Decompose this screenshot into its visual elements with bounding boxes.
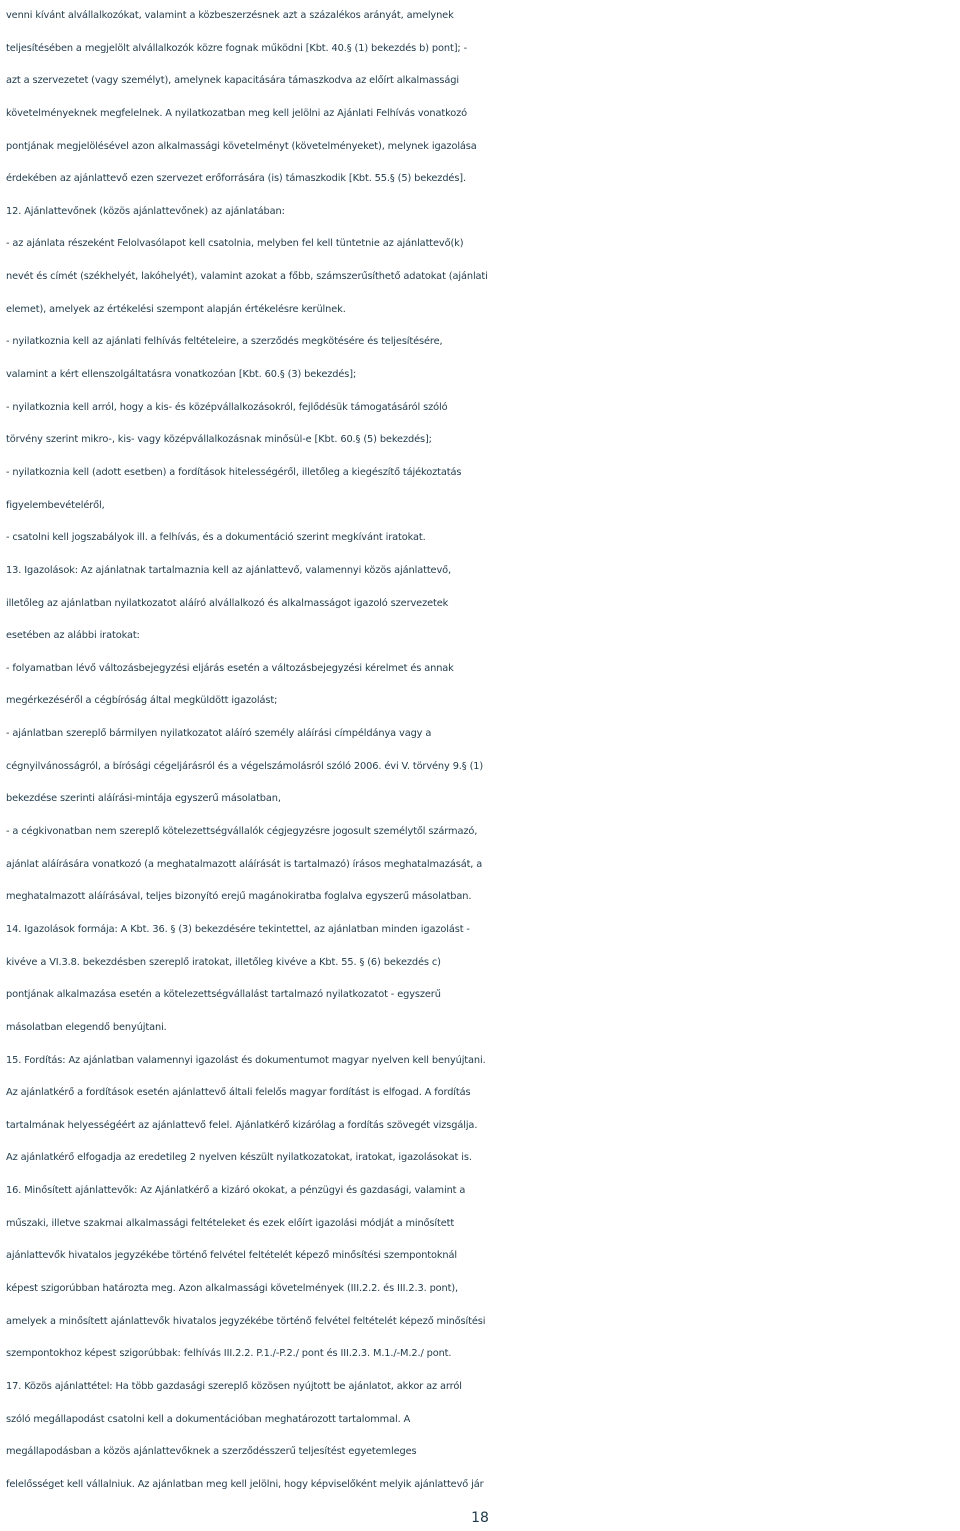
text-line: - az ajánlata részeként Felolvasólapot kell csatolnia, melyben fel kell tüntetnie az ajánlattevő(k) — [6, 238, 464, 250]
text-line: követelményeknek megfelelnek. A nyilatkozatban meg kell jelölni az Ajánlati Felhívás vonatkozó — [6, 107, 468, 119]
text-line: felelősséget kell vállalniuk. Az ajánlatban meg kell jelölni, hogy képviselőként melyik ajánlattevő jár — [6, 1478, 484, 1490]
text-line: pontjának alkalmazása esetén a kötelezettségvállalást tartalmazó nyilatkozatot - egyszerű — [6, 989, 441, 1001]
text-line: bekezdése szerinti aláírási-mintája egyszerű másolatban, — [6, 793, 281, 805]
text-line: - nyilatkoznia kell arról, hogy a kis- és középvállalkozásokról, fejlődésük támogatásáról szóló — [6, 401, 448, 413]
text-line: műszaki, illetve szakmai alkalmassági feltételeket és ezek előírt igazolási módját a minősített — [6, 1217, 455, 1229]
section-14-heading: 14. Igazolások formája: A Kbt. 36. § (3) bekezdésére tekintettel, az ajánlatban minden igazolást - — [6, 923, 470, 935]
text-line: illetőleg az ajánlatban nyilatkozatot aláíró alvállalkozó és alkalmasságot igazoló szervezetek — [6, 597, 449, 609]
text-line: venni kívánt alvállalkozókat, valamint a közbeszerzésnek azt a százalékos arányát, amelynek — [6, 10, 454, 21]
text-line: amelyek a minősített ajánlattevők hivatalos jegyzékébe történő felvétel feltételét képező minősítési — [6, 1315, 486, 1327]
text-line: szóló megállapodást csatolni kell a dokumentációban meghatározott tartalommal. A — [6, 1413, 411, 1425]
text-line: Az ajánlatkérő elfogadja az eredetileg 2 nyelven készült nyilatkozatokat, iratokat, igazolásokat is. — [6, 1152, 472, 1164]
text-line: meghatalmazott aláírásával, teljes bizonyító erejű magánokiratba foglalva egyszerű másolatban. — [6, 891, 472, 903]
section-12-heading: 12. Ajánlattevőnek (közös ajánlattevőnek) az ajánlatában: — [6, 205, 285, 217]
text-line: - folyamatban lévő változásbejegyzési eljárás esetén a változásbejegyzési kérelmet és annak — [6, 662, 454, 674]
text-line: megállapodásban a közös ajánlattevőknek a szerződésszerű teljesítést egyetemleges — [6, 1446, 417, 1458]
text-line: - ajánlatban szereplő bármilyen nyilatkozatot aláíró személy aláírási címpéldánya vagy a — [6, 728, 432, 740]
section-13-heading: 13. Igazolások: Az ajánlatnak tartalmaznia kell az ajánlattevő, valamennyi közös ajánlattevő, — [6, 564, 451, 576]
section-15-heading: 15. Fordítás: Az ajánlatban valamennyi igazolást és dokumentumot magyar nyelven kell benyújtani. — [6, 1054, 486, 1066]
text-line: - a cégkivonatban nem szereplő kötelezettségvállalók cégjegyzésre jogosult személytől származó, — [6, 826, 478, 838]
text-line: - nyilatkoznia kell (adott esetben) a fordítások hitelességéről, illetőleg a kiegészítő tájékoztatás — [6, 466, 462, 478]
text-line: ajánlattevők hivatalos jegyzékébe történő felvétel feltételét képező minősítési szempontoknál — [6, 1250, 458, 1262]
text-line: teljesítésében a megjelölt alvállalkozók közre fognak működni [Kbt. 40.§ (1) bekezdés b) pont]; - — [6, 42, 468, 54]
text-line: - csatolni kell jogszabályok ill. a felhívás, és a dokumentáció szerint megkívánt iratokat. — [6, 532, 426, 544]
text-line: elemet), amelyek az értékelési szempont alapján értékelésre kerülnek. — [6, 303, 346, 315]
text-line: nevét és címét (székhelyét, lakóhelyét), valamint azokat a főbb, számszerűsíthető adatokat (ajánlati — [6, 271, 488, 283]
text-line: törvény szerint mikro-, kis- vagy középvállalkozásnak minősül-e [Kbt. 60.§ (5) bekezdés]; — [6, 434, 432, 446]
text-line: tartalmának helyességéért az ajánlattevő felel. Ajánlatkérő kizárólag a fordítás szövegét vizsgálja. — [6, 1119, 478, 1131]
text-line: Az ajánlatkérő a fordítások esetén ajánlattevő általi felelős magyar fordítást is elfogad. A fordítás — [6, 1087, 471, 1099]
text-line: - nyilatkoznia kell az ajánlati felhívás feltételeire, a szerződés megkötésére és teljesítésére, — [6, 336, 443, 348]
text-line: pontjának megjelölésével azon alkalmassági követelményt (követelményeket), melynek igazolása — [6, 140, 477, 152]
text-line: megérkezéséről a cégbíróság által megküldött igazolást; — [6, 695, 278, 707]
text-line: cégnyilvánosságról, a bírósági cégeljárásról és a végelszámolásról szóló 2006. évi V. törvény 9.§ (1) — [6, 760, 484, 772]
text-line: esetében az alábbi iratokat: — [6, 630, 140, 642]
page-number: 18 — [471, 1510, 489, 1526]
text-line: azt a szervezetet (vagy személyt), amelynek kapacitására támaszkodva az előírt alkalmassági — [6, 75, 459, 87]
section-16-heading: 16. Minősített ajánlattevők: Az Ajánlatkérő a kizáró okokat, a pénzügyi és gazdasági, valamint a — [6, 1185, 466, 1197]
text-line: kivéve a VI.3.8. bekezdésben szereplő iratokat, illetőleg kivéve a Kbt. 55. § (6) bekezdés c) — [6, 956, 441, 968]
text-line: figyelembevételéről, — [6, 499, 105, 511]
text-line: másolatban elegendő benyújtani. — [6, 1021, 167, 1033]
text-line: valamint a kért ellenszolgáltatásra vonatkozóan [Kbt. 60.§ (3) bekezdés]; — [6, 369, 357, 381]
document-body — [6, 0, 958, 1501]
text-line: képest szigorúbban határozta meg. Azon alkalmassági követelmények (III.2.2. és III.2.3. pont), — [6, 1282, 459, 1294]
section-17-heading: 17. Közös ajánlattétel: Ha több gazdasági szereplő közösen nyújtott be ajánlatot, akkor az arról — [6, 1380, 462, 1392]
text-line: szempontokhoz képest szigorúbbak: felhívás III.2.2. P.1./-P.2./ pont és III.2.3. M.1./-M.2./ pont. — [6, 1348, 452, 1360]
text-line: érdekében az ajánlattevő ezen szervezet erőforrására (is) támaszkodik [Kbt. 55.§ (5) bekezdés]. — [6, 173, 467, 185]
text-line: ajánlat aláírására vonatkozó (a meghatalmazott aláírását is tartalmazó) írásos meghatalmazását, a — [6, 858, 483, 870]
